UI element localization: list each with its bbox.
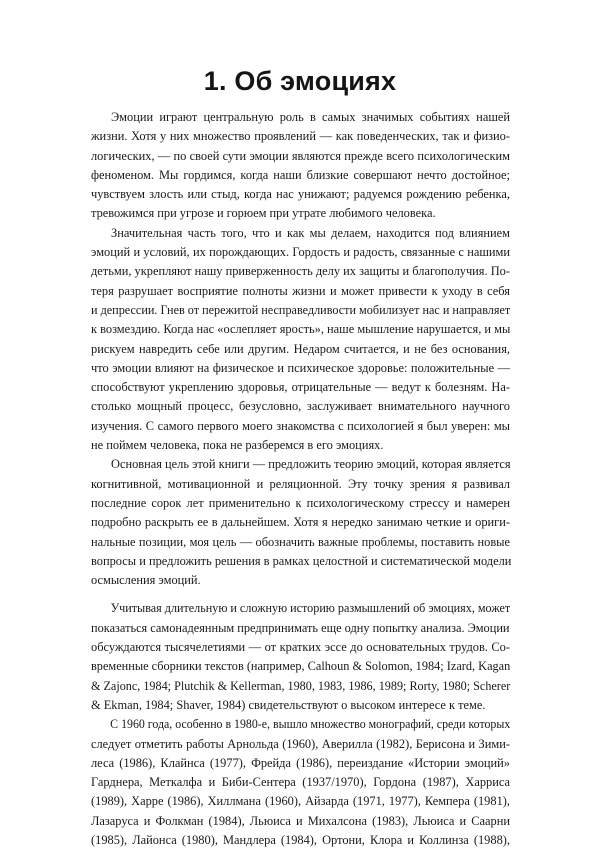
text-line: Лазаруса и Фолкман (1984), Льюиса и Михалсона (1983), Льюиса и Саарни: [91, 813, 510, 828]
text-line: временные сборники текстов (например, Calhoun & Solomon, 1984; Izard, Kagan: [91, 659, 511, 674]
text-line: Эмоции играют центральную роль в самых значимых событиях нашей: [111, 110, 510, 124]
paragraph: [91, 224, 510, 456]
text-line: следует отметить работы Арнольда (1960), Аверилла (1982), Берисона и Зими-: [91, 736, 510, 751]
text-line: феноменом. Мы гордимся, когда наши близкие совершают нечто достойное;: [91, 167, 510, 182]
text-line: столько мощный процесс, безусловно, заслуживает внимательного научного: [91, 399, 510, 414]
text-line: что эмоции влияют на физическое и психическое здоровье: положительные —: [91, 360, 510, 375]
text-line: рискуем навредить себе или другим. Недаром считается, и не без основания,: [91, 341, 510, 356]
text-line: когнитивной, мотивационной и реляционной. Эту точку зрения я развивал: [91, 476, 510, 491]
text-line: & Zajonc, 1984; Plutchik & Kellerman, 1980, 1983, 1986, 1989; Rorty, 1980; Scherer: [91, 678, 511, 693]
text-line: леса (1986), Клайнса (1977), Фрейда (1986), переиздание «Истории эмоций»: [91, 755, 510, 770]
text-line: показаться самонадеянным предпринимать еще одну попытку анализа. Эмоции: [91, 620, 510, 635]
text-line: тревожимся при угрозе и горюем при утрате любимого человека.: [91, 206, 436, 221]
paragraph: [91, 108, 510, 224]
text-line: (1985), Лайонса (1980), Мандлера (1984), Ортони, Клора и Коллинза (1988),: [91, 832, 510, 847]
text-line: Гарднера, Меткалфа и Биби-Сентера (1937/1970), Гордона (1987), Харриса: [91, 775, 510, 790]
text-line: чувствуем злость или стыд, когда нас унижают; радуемся рождению ребенка,: [91, 187, 510, 202]
text-line: жизни. Хотя у них множество проявлений — как поведенческих, так и физио-: [91, 129, 510, 144]
text-line: Основная цель этой книги — предложить теорию эмоций, которая является: [111, 457, 511, 472]
paragraph: [91, 599, 510, 715]
paragraph-gap: [91, 590, 510, 599]
text-line: теря разрушает восприятие полноты жизни и может привести к уходу в себя: [91, 283, 510, 298]
text-line: последние сорок лет применительно к психологическому стрессу и намерен: [91, 495, 510, 510]
paragraph: [91, 455, 510, 590]
text-line: Учитывая длительную и сложную историю размышлений об эмоциях, может: [110, 601, 511, 616]
chapter-title: 1. Об эмоциях: [203, 66, 397, 96]
text-line: нальные позиции, моя цель — обозначить важные проблемы, поставить новые: [91, 534, 510, 549]
text-line: и депрессии. Гнев от пережитой несправедливости мобилизует нас и направляет: [91, 302, 511, 317]
text-line: Значительная часть того, что и как мы делаем, находится под влиянием: [111, 225, 510, 240]
text-line: к возмездию. Когда нас «ослепляет ярость», наше мышление нарушается, и мы: [91, 322, 511, 337]
text-line: (1989), Харре (1986), Хиллмана (1960), Айзарда (1971, 1977), Кемпера (1981),: [91, 794, 510, 809]
text-line: С 1960 года, особенно в 1980-е, вышло множество монографий, среди которых: [110, 717, 511, 732]
paragraph: [91, 715, 510, 850]
text-line: подробно раскрыть ее в дальнейшем. Хотя я нередко занимаю четкие и ориги-: [91, 515, 510, 530]
text-line: осмысления эмоций.: [91, 573, 201, 588]
text-line: логических, — по своей сути эмоции являются прежде всего психологическим: [91, 148, 510, 163]
text-line: обсуждаются тысячелетиями — от кратких эссе до основательных трудов. Со-: [91, 640, 510, 655]
text-line: эмоций и условий, их порождающих. Гордость и радость, связанные с нашими: [91, 245, 510, 260]
body-text: [91, 108, 510, 850]
text-line: способствуют укреплению здоровья, отрицательные — ведут к болезням. На-: [91, 380, 510, 395]
text-line: детьми, укрепляют нашу приверженность делу их защиты и благополучия. По-: [91, 264, 510, 279]
text-line: вопросы и предложить решения в рамках целостной и систематической модели: [91, 553, 512, 568]
text-line: изучения. С самого первого моего знакомства с психологией я был уверен: мы: [91, 418, 510, 433]
text-line: & Ekman, 1984; Shaver, 1984) свидетельствуют о высоком интересе к теме.: [91, 697, 486, 712]
text-line: не поймем человека, пока не разберемся в его эмоциях.: [91, 438, 384, 453]
